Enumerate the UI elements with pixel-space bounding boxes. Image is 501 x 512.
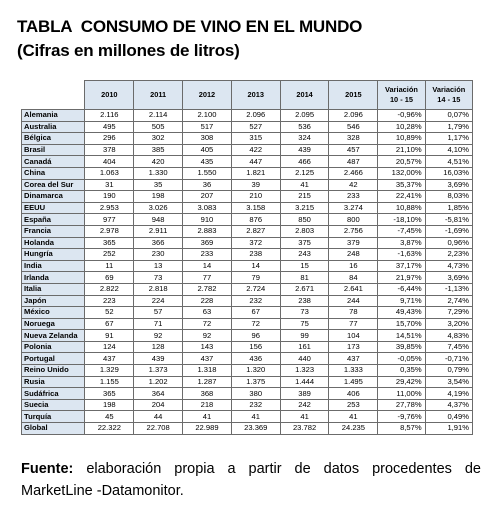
variation-cell: 10,89% bbox=[378, 133, 425, 145]
country-cell: Rusia bbox=[22, 376, 85, 388]
value-cell: 527 bbox=[231, 121, 280, 133]
variation-cell: -1,13% bbox=[425, 283, 472, 295]
value-cell: 800 bbox=[329, 214, 378, 226]
table-row bbox=[22, 202, 473, 214]
value-cell: 302 bbox=[134, 133, 183, 145]
value-cell: 41 bbox=[183, 411, 232, 423]
value-cell: 437 bbox=[85, 353, 134, 365]
value-cell: 876 bbox=[231, 214, 280, 226]
value-cell: 3.083 bbox=[183, 202, 232, 214]
variation-cell: 9,71% bbox=[378, 295, 425, 307]
value-cell: 948 bbox=[134, 214, 183, 226]
value-cell: 22.989 bbox=[183, 423, 232, 435]
variation-cell: 2,74% bbox=[425, 295, 472, 307]
value-cell: 437 bbox=[329, 353, 378, 365]
variation-cell: 15,70% bbox=[378, 318, 425, 330]
country-cell: Nueva Zelanda bbox=[22, 330, 85, 342]
value-cell: 223 bbox=[85, 295, 134, 307]
table-row bbox=[22, 156, 473, 168]
column-header-year: 2011 bbox=[134, 81, 183, 110]
table-row bbox=[22, 307, 473, 319]
value-cell: 243 bbox=[280, 249, 329, 261]
value-cell: 57 bbox=[134, 307, 183, 319]
value-cell: 23.782 bbox=[280, 423, 329, 435]
value-cell: 546 bbox=[329, 121, 378, 133]
value-cell: 2.125 bbox=[280, 167, 329, 179]
value-cell: 389 bbox=[280, 388, 329, 400]
table-row bbox=[22, 376, 473, 388]
value-cell: 67 bbox=[85, 318, 134, 330]
variation-cell: -18,10% bbox=[378, 214, 425, 226]
country-cell: España bbox=[22, 214, 85, 226]
value-cell: 207 bbox=[183, 191, 232, 203]
value-cell: 2.756 bbox=[329, 225, 378, 237]
table-row bbox=[22, 191, 473, 203]
table-row bbox=[22, 283, 473, 295]
value-cell: 233 bbox=[329, 191, 378, 203]
value-cell: 253 bbox=[329, 399, 378, 411]
country-cell: Francia bbox=[22, 225, 85, 237]
value-cell: 13 bbox=[134, 260, 183, 272]
value-cell: 244 bbox=[329, 295, 378, 307]
table-row bbox=[22, 225, 473, 237]
variation-cell: 8,03% bbox=[425, 191, 472, 203]
value-cell: 1.155 bbox=[85, 376, 134, 388]
variation-cell: 3,69% bbox=[425, 179, 472, 191]
column-header-year: 2012 bbox=[183, 81, 232, 110]
header-corner bbox=[22, 81, 85, 110]
value-cell: 1.063 bbox=[85, 167, 134, 179]
value-cell: 215 bbox=[280, 191, 329, 203]
country-cell: Japón bbox=[22, 295, 85, 307]
country-cell: Hungría bbox=[22, 249, 85, 261]
wine-consumption-table bbox=[21, 80, 473, 435]
country-cell: China bbox=[22, 167, 85, 179]
value-cell: 72 bbox=[231, 318, 280, 330]
variation-cell: 132,00% bbox=[378, 167, 425, 179]
value-cell: 22.708 bbox=[134, 423, 183, 435]
table-row bbox=[22, 110, 473, 122]
variation-cell: -0,96% bbox=[378, 110, 425, 122]
value-cell: 457 bbox=[329, 144, 378, 156]
table-header bbox=[22, 81, 473, 110]
table-row bbox=[22, 330, 473, 342]
value-cell: 365 bbox=[85, 237, 134, 249]
value-cell: 143 bbox=[183, 341, 232, 353]
value-cell: 1.202 bbox=[134, 376, 183, 388]
value-cell: 77 bbox=[183, 272, 232, 284]
value-cell: 495 bbox=[85, 121, 134, 133]
table-row bbox=[22, 167, 473, 179]
value-cell: 41 bbox=[280, 411, 329, 423]
table-row bbox=[22, 260, 473, 272]
value-cell: 31 bbox=[85, 179, 134, 191]
table-subtitle: (Cifras en millones de litros) bbox=[17, 41, 240, 60]
value-cell: 230 bbox=[134, 249, 183, 261]
value-cell: 2.671 bbox=[280, 283, 329, 295]
value-cell: 69 bbox=[85, 272, 134, 284]
value-cell: 2.114 bbox=[134, 110, 183, 122]
country-cell: México bbox=[22, 307, 85, 319]
value-cell: 364 bbox=[134, 388, 183, 400]
value-cell: 41 bbox=[231, 411, 280, 423]
value-cell: 11 bbox=[85, 260, 134, 272]
variation-cell: 1,17% bbox=[425, 133, 472, 145]
value-cell: 75 bbox=[280, 318, 329, 330]
value-cell: 198 bbox=[134, 191, 183, 203]
value-cell: 435 bbox=[183, 156, 232, 168]
country-cell: Canadá bbox=[22, 156, 85, 168]
value-cell: 3.215 bbox=[280, 202, 329, 214]
value-cell: 79 bbox=[231, 272, 280, 284]
value-cell: 2.818 bbox=[134, 283, 183, 295]
value-cell: 1.287 bbox=[183, 376, 232, 388]
value-cell: 41 bbox=[329, 411, 378, 423]
table-row bbox=[22, 144, 473, 156]
table-row bbox=[22, 353, 473, 365]
country-cell: Global bbox=[22, 423, 85, 435]
value-cell: 22.322 bbox=[85, 423, 134, 435]
value-cell: 198 bbox=[85, 399, 134, 411]
table-title: TABLA CONSUMO DE VINO EN EL MUNDO bbox=[17, 17, 363, 36]
variation-cell: -0,05% bbox=[378, 353, 425, 365]
value-cell: 42 bbox=[329, 179, 378, 191]
source-text: elaboración propia a partir de datos procedentes de MarketLine -Datamonitor. bbox=[21, 461, 481, 499]
country-cell: India bbox=[22, 260, 85, 272]
table-row bbox=[22, 272, 473, 284]
value-cell: 210 bbox=[231, 191, 280, 203]
value-cell: 81 bbox=[280, 272, 329, 284]
value-cell: 1.375 bbox=[231, 376, 280, 388]
variation-cell: -7,45% bbox=[378, 225, 425, 237]
value-cell: 72 bbox=[183, 318, 232, 330]
column-header-year: 2010 bbox=[85, 81, 134, 110]
value-cell: 2.724 bbox=[231, 283, 280, 295]
variation-cell: 21,10% bbox=[378, 144, 425, 156]
header-row bbox=[22, 81, 473, 110]
value-cell: 204 bbox=[134, 399, 183, 411]
source-label: Fuente: bbox=[21, 461, 74, 477]
value-cell: 45 bbox=[85, 411, 134, 423]
value-cell: 437 bbox=[183, 353, 232, 365]
source-note bbox=[21, 458, 481, 502]
variation-cell: 0,79% bbox=[425, 365, 472, 377]
value-cell: 35 bbox=[134, 179, 183, 191]
value-cell: 2.466 bbox=[329, 167, 378, 179]
value-cell: 2.100 bbox=[183, 110, 232, 122]
value-cell: 487 bbox=[329, 156, 378, 168]
value-cell: 2.803 bbox=[280, 225, 329, 237]
value-cell: 1.333 bbox=[329, 365, 378, 377]
value-cell: 2.096 bbox=[329, 110, 378, 122]
value-cell: 3.274 bbox=[329, 202, 378, 214]
variation-cell: 14,51% bbox=[378, 330, 425, 342]
value-cell: 380 bbox=[231, 388, 280, 400]
variation-cell: 3,87% bbox=[378, 237, 425, 249]
country-cell: Dinamarca bbox=[22, 191, 85, 203]
value-cell: 850 bbox=[280, 214, 329, 226]
wine-consumption-table-container bbox=[21, 80, 473, 435]
variation-cell: 0,35% bbox=[378, 365, 425, 377]
country-cell: Bélgica bbox=[22, 133, 85, 145]
value-cell: 232 bbox=[231, 399, 280, 411]
value-cell: 73 bbox=[134, 272, 183, 284]
table-row bbox=[22, 179, 473, 191]
value-cell: 92 bbox=[134, 330, 183, 342]
country-cell: Irlanda bbox=[22, 272, 85, 284]
variation-cell: 4,19% bbox=[425, 388, 472, 400]
value-cell: 536 bbox=[280, 121, 329, 133]
table-row bbox=[22, 388, 473, 400]
value-cell: 1.821 bbox=[231, 167, 280, 179]
value-cell: 439 bbox=[280, 144, 329, 156]
table-row bbox=[22, 411, 473, 423]
value-cell: 96 bbox=[231, 330, 280, 342]
variation-cell: -5,81% bbox=[425, 214, 472, 226]
value-cell: 44 bbox=[134, 411, 183, 423]
value-cell: 405 bbox=[183, 144, 232, 156]
value-cell: 447 bbox=[231, 156, 280, 168]
value-cell: 2.911 bbox=[134, 225, 183, 237]
value-cell: 368 bbox=[183, 388, 232, 400]
variation-cell: 27,78% bbox=[378, 399, 425, 411]
table-row bbox=[22, 214, 473, 226]
country-cell: Turquía bbox=[22, 411, 85, 423]
value-cell: 156 bbox=[231, 341, 280, 353]
value-cell: 23.369 bbox=[231, 423, 280, 435]
value-cell: 248 bbox=[329, 249, 378, 261]
country-cell: Reino Unido bbox=[22, 365, 85, 377]
variation-cell: -9,76% bbox=[378, 411, 425, 423]
value-cell: 420 bbox=[134, 156, 183, 168]
table-row bbox=[22, 133, 473, 145]
value-cell: 910 bbox=[183, 214, 232, 226]
country-cell: EEUU bbox=[22, 202, 85, 214]
country-cell: Polonia bbox=[22, 341, 85, 353]
variation-cell: 4,73% bbox=[425, 260, 472, 272]
value-cell: 375 bbox=[280, 237, 329, 249]
variation-cell: 8,57% bbox=[378, 423, 425, 435]
variation-cell: -1,69% bbox=[425, 225, 472, 237]
country-cell: Sudáfrica bbox=[22, 388, 85, 400]
table-row bbox=[22, 341, 473, 353]
value-cell: 2.116 bbox=[85, 110, 134, 122]
value-cell: 238 bbox=[280, 295, 329, 307]
variation-cell: -1,63% bbox=[378, 249, 425, 261]
value-cell: 15 bbox=[280, 260, 329, 272]
value-cell: 218 bbox=[183, 399, 232, 411]
value-cell: 84 bbox=[329, 272, 378, 284]
value-cell: 39 bbox=[231, 179, 280, 191]
value-cell: 3.158 bbox=[231, 202, 280, 214]
value-cell: 173 bbox=[329, 341, 378, 353]
value-cell: 161 bbox=[280, 341, 329, 353]
value-cell: 63 bbox=[183, 307, 232, 319]
variation-cell: 29,42% bbox=[378, 376, 425, 388]
variation-cell: 16,03% bbox=[425, 167, 472, 179]
variation-cell: 3,20% bbox=[425, 318, 472, 330]
country-cell: Corea del Sur bbox=[22, 179, 85, 191]
value-cell: 14 bbox=[231, 260, 280, 272]
value-cell: 1.550 bbox=[183, 167, 232, 179]
variation-cell: 0,07% bbox=[425, 110, 472, 122]
value-cell: 372 bbox=[231, 237, 280, 249]
value-cell: 1.330 bbox=[134, 167, 183, 179]
value-cell: 99 bbox=[280, 330, 329, 342]
table-row bbox=[22, 365, 473, 377]
value-cell: 67 bbox=[231, 307, 280, 319]
value-cell: 2.782 bbox=[183, 283, 232, 295]
variation-cell: 49,43% bbox=[378, 307, 425, 319]
value-cell: 324 bbox=[280, 133, 329, 145]
table-body bbox=[22, 110, 473, 435]
value-cell: 406 bbox=[329, 388, 378, 400]
column-header-year: 2015 bbox=[329, 81, 378, 110]
country-cell: Holanda bbox=[22, 237, 85, 249]
table-row bbox=[22, 249, 473, 261]
table-row bbox=[22, 237, 473, 249]
variation-cell: 3,54% bbox=[425, 376, 472, 388]
value-cell: 73 bbox=[280, 307, 329, 319]
value-cell: 24.235 bbox=[329, 423, 378, 435]
value-cell: 1.373 bbox=[134, 365, 183, 377]
variation-cell: 22,41% bbox=[378, 191, 425, 203]
value-cell: 36 bbox=[183, 179, 232, 191]
variation-cell: 10,28% bbox=[378, 121, 425, 133]
variation-cell: -0,71% bbox=[425, 353, 472, 365]
value-cell: 2.953 bbox=[85, 202, 134, 214]
value-cell: 252 bbox=[85, 249, 134, 261]
value-cell: 2.641 bbox=[329, 283, 378, 295]
column-header-year: 2014 bbox=[280, 81, 329, 110]
value-cell: 52 bbox=[85, 307, 134, 319]
variation-cell: 20,57% bbox=[378, 156, 425, 168]
value-cell: 14 bbox=[183, 260, 232, 272]
value-cell: 977 bbox=[85, 214, 134, 226]
value-cell: 378 bbox=[85, 144, 134, 156]
variation-cell: 0,49% bbox=[425, 411, 472, 423]
table-row bbox=[22, 423, 473, 435]
column-header-year: 2013 bbox=[231, 81, 280, 110]
value-cell: 2.822 bbox=[85, 283, 134, 295]
value-cell: 242 bbox=[280, 399, 329, 411]
value-cell: 436 bbox=[231, 353, 280, 365]
value-cell: 366 bbox=[134, 237, 183, 249]
country-cell: Italia bbox=[22, 283, 85, 295]
variation-cell: 7,29% bbox=[425, 307, 472, 319]
value-cell: 2.883 bbox=[183, 225, 232, 237]
value-cell: 224 bbox=[134, 295, 183, 307]
table-row bbox=[22, 399, 473, 411]
variation-cell: 10,88% bbox=[378, 202, 425, 214]
value-cell: 3.026 bbox=[134, 202, 183, 214]
value-cell: 1.444 bbox=[280, 376, 329, 388]
variation-cell: 4,83% bbox=[425, 330, 472, 342]
country-cell: Portugal bbox=[22, 353, 85, 365]
value-cell: 124 bbox=[85, 341, 134, 353]
value-cell: 369 bbox=[183, 237, 232, 249]
value-cell: 404 bbox=[85, 156, 134, 168]
value-cell: 439 bbox=[134, 353, 183, 365]
variation-cell: 1,91% bbox=[425, 423, 472, 435]
variation-cell: 1,79% bbox=[425, 121, 472, 133]
variation-cell: 0,96% bbox=[425, 237, 472, 249]
variation-cell: 39,85% bbox=[378, 341, 425, 353]
value-cell: 517 bbox=[183, 121, 232, 133]
variation-cell: 21,97% bbox=[378, 272, 425, 284]
country-cell: Alemania bbox=[22, 110, 85, 122]
value-cell: 466 bbox=[280, 156, 329, 168]
value-cell: 2.827 bbox=[231, 225, 280, 237]
variation-cell: 4,37% bbox=[425, 399, 472, 411]
value-cell: 505 bbox=[134, 121, 183, 133]
value-cell: 78 bbox=[329, 307, 378, 319]
value-cell: 308 bbox=[183, 133, 232, 145]
value-cell: 2.096 bbox=[231, 110, 280, 122]
table-row bbox=[22, 318, 473, 330]
country-cell: Australia bbox=[22, 121, 85, 133]
variation-cell: 4,10% bbox=[425, 144, 472, 156]
country-cell: Suecia bbox=[22, 399, 85, 411]
variation-cell: 37,17% bbox=[378, 260, 425, 272]
value-cell: 238 bbox=[231, 249, 280, 261]
table-row bbox=[22, 295, 473, 307]
variation-cell: 1,85% bbox=[425, 202, 472, 214]
value-cell: 77 bbox=[329, 318, 378, 330]
variation-cell: 35,37% bbox=[378, 179, 425, 191]
value-cell: 233 bbox=[183, 249, 232, 261]
variation-cell: 3,69% bbox=[425, 272, 472, 284]
value-cell: 440 bbox=[280, 353, 329, 365]
value-cell: 128 bbox=[134, 341, 183, 353]
country-cell: Brasil bbox=[22, 144, 85, 156]
value-cell: 296 bbox=[85, 133, 134, 145]
value-cell: 1.320 bbox=[231, 365, 280, 377]
country-cell: Noruega bbox=[22, 318, 85, 330]
value-cell: 1.323 bbox=[280, 365, 329, 377]
table-row bbox=[22, 121, 473, 133]
value-cell: 71 bbox=[134, 318, 183, 330]
value-cell: 1.318 bbox=[183, 365, 232, 377]
variation-cell: -6,44% bbox=[378, 283, 425, 295]
value-cell: 385 bbox=[134, 144, 183, 156]
value-cell: 422 bbox=[231, 144, 280, 156]
value-cell: 232 bbox=[231, 295, 280, 307]
variation-cell: 4,51% bbox=[425, 156, 472, 168]
value-cell: 2.978 bbox=[85, 225, 134, 237]
value-cell: 91 bbox=[85, 330, 134, 342]
value-cell: 2.095 bbox=[280, 110, 329, 122]
value-cell: 228 bbox=[183, 295, 232, 307]
value-cell: 190 bbox=[85, 191, 134, 203]
column-header-variation: Variación 10 - 15 bbox=[378, 81, 425, 110]
value-cell: 104 bbox=[329, 330, 378, 342]
value-cell: 16 bbox=[329, 260, 378, 272]
column-header-variation: Variación 14 - 15 bbox=[425, 81, 472, 110]
variation-cell: 11,00% bbox=[378, 388, 425, 400]
value-cell: 315 bbox=[231, 133, 280, 145]
variation-cell: 2,23% bbox=[425, 249, 472, 261]
value-cell: 379 bbox=[329, 237, 378, 249]
value-cell: 1.329 bbox=[85, 365, 134, 377]
value-cell: 365 bbox=[85, 388, 134, 400]
value-cell: 41 bbox=[280, 179, 329, 191]
value-cell: 1.495 bbox=[329, 376, 378, 388]
variation-cell: 7,45% bbox=[425, 341, 472, 353]
value-cell: 328 bbox=[329, 133, 378, 145]
value-cell: 92 bbox=[183, 330, 232, 342]
